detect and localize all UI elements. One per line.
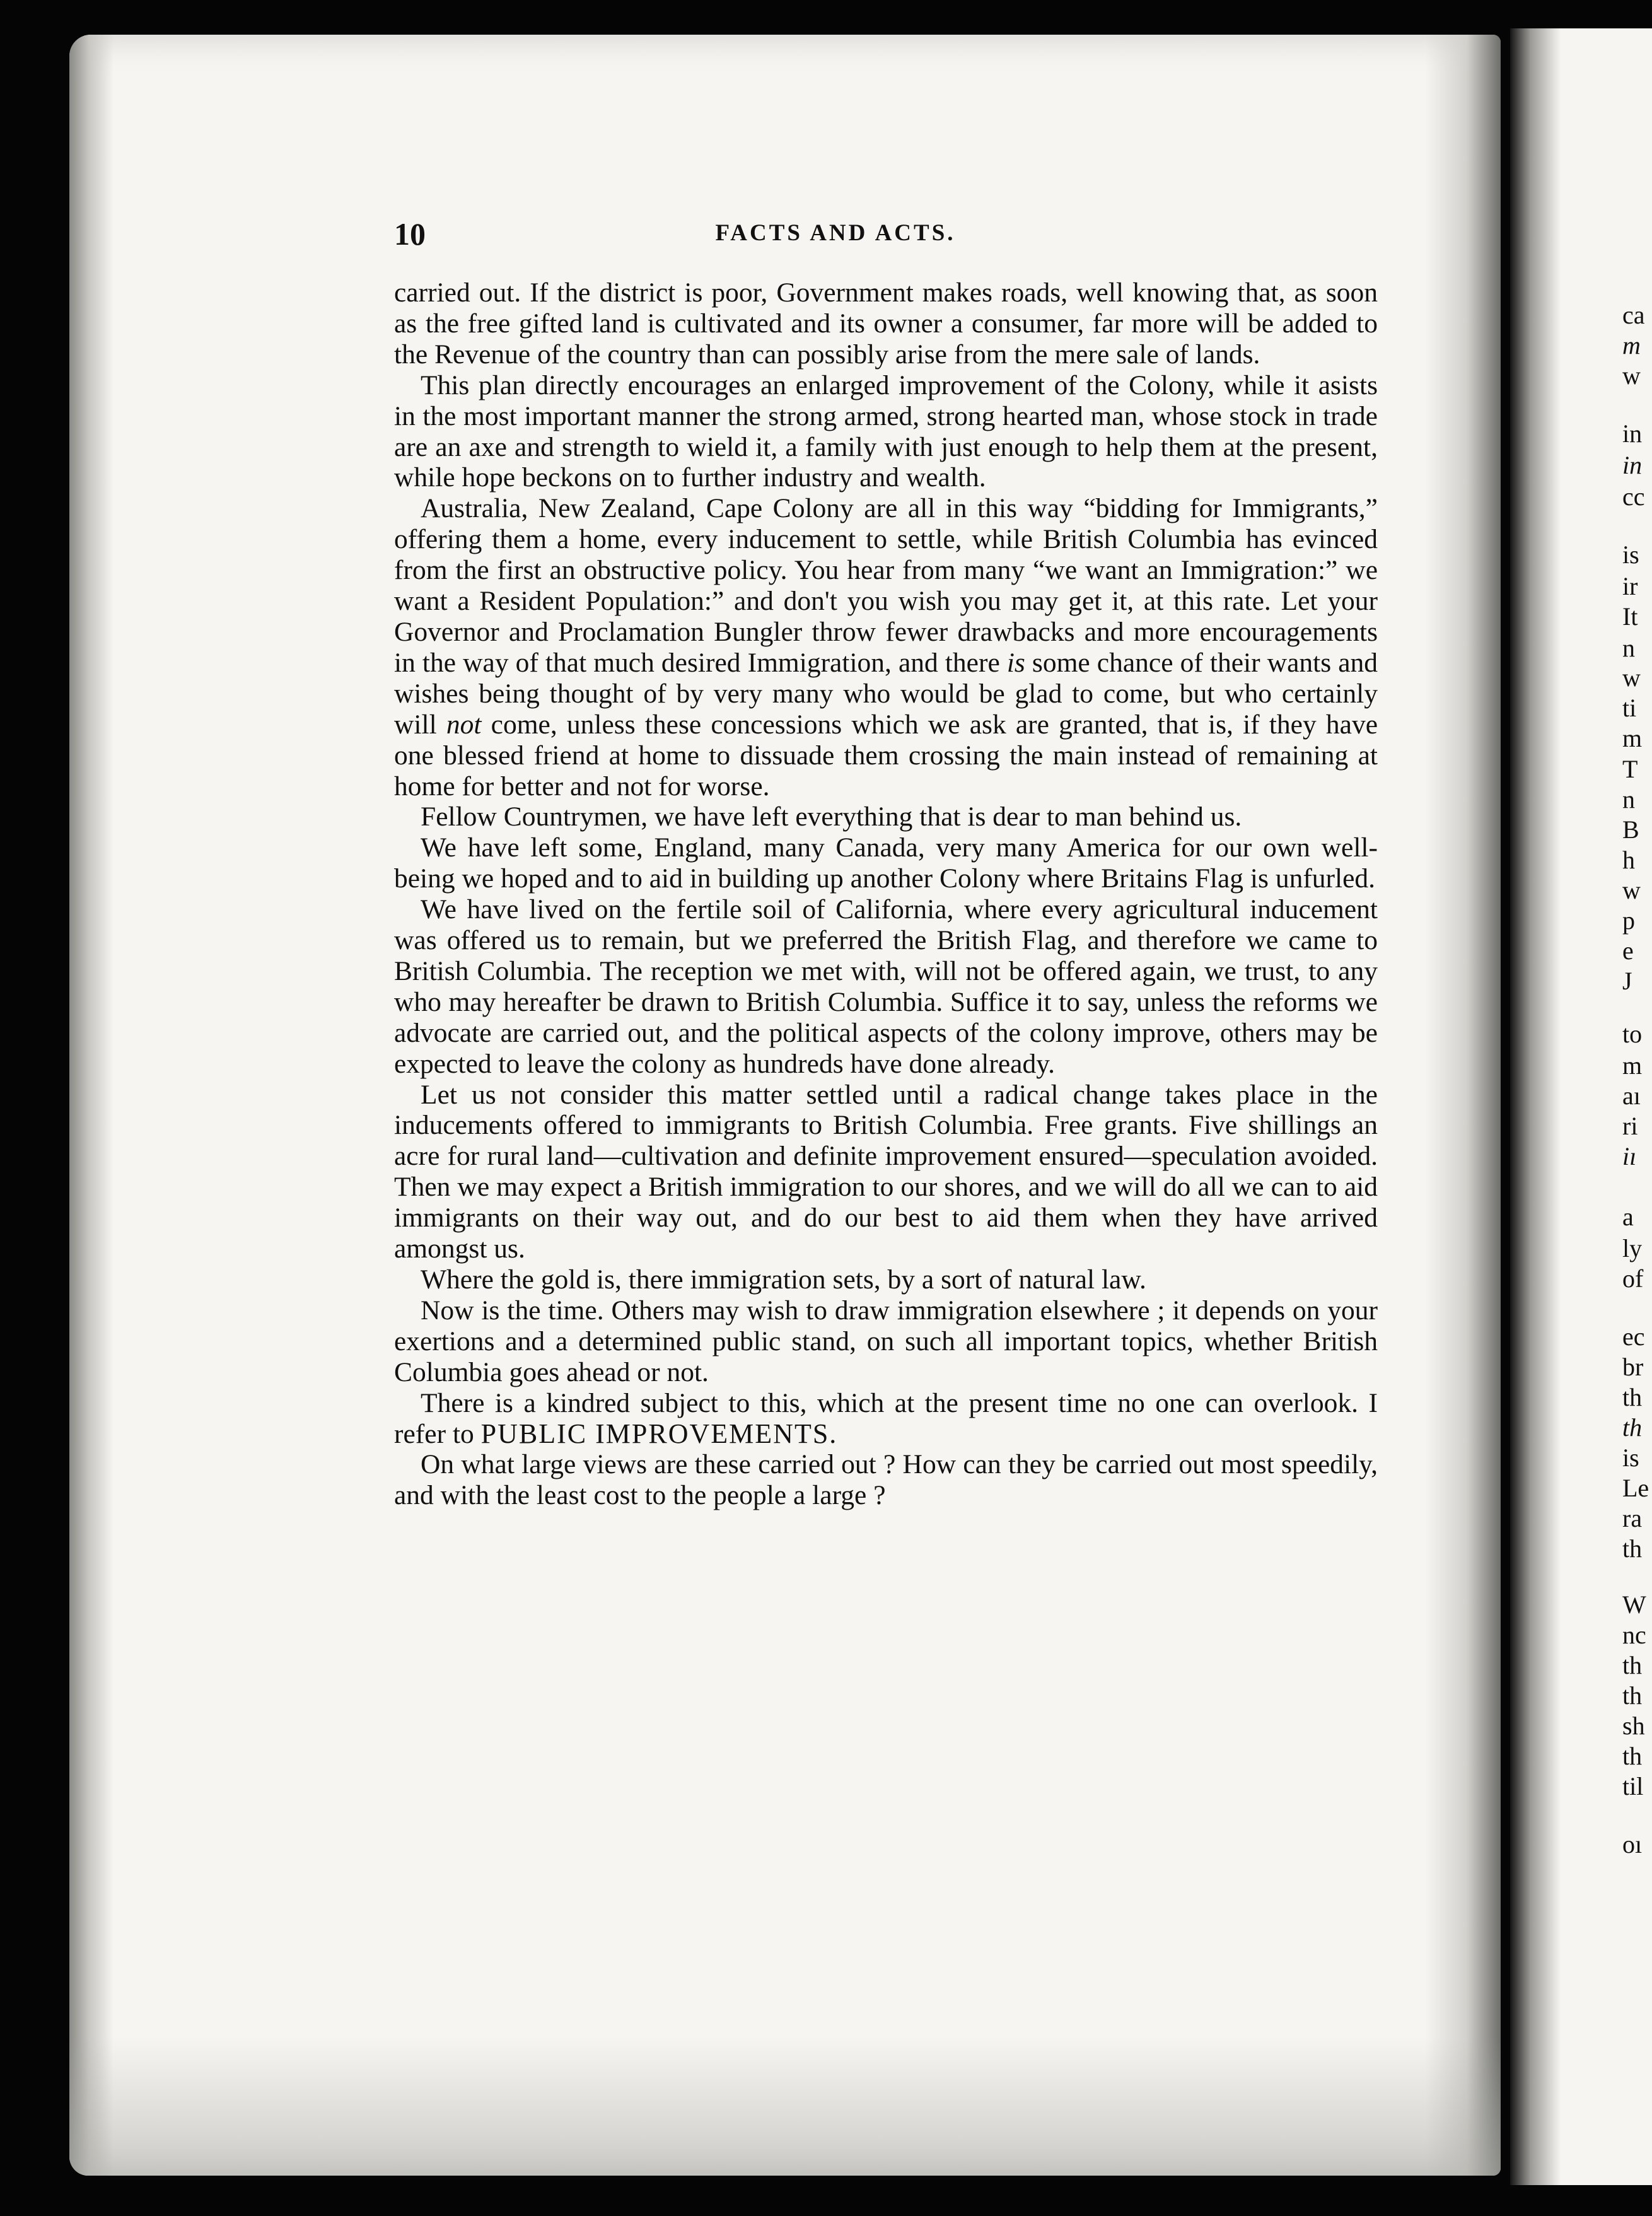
- small-caps-heading: PUBLIC IMPROVEMENTS.: [480, 1418, 838, 1449]
- text-run: some chance of their wants and wishes being thought of by very many who would be glad to come, but who certainly will: [394, 647, 1378, 740]
- facing-page-fragment: iı: [1622, 1142, 1637, 1170]
- facing-page-fragment: cc: [1622, 482, 1645, 511]
- facing-page-fragment: Le: [1622, 1474, 1649, 1502]
- facing-page-fragment: to: [1622, 1020, 1643, 1048]
- running-title: FACTS AND ACTS.: [715, 220, 956, 246]
- text-run: Australia, New Zealand, Cape Colony are all in this way “bidding for Immigrants,” offering them a home, every inducement to settle, while British Columbia has evinced from the first an obstructive policy. You hear from many “we want an Immigration:” we want a Resident Population:” and don't you wish you may get it, at this rate. Let your Governor and Proclamation Bungler throw fewer drawbacks and more encouragements in the way of that much desired Immigration, and there: [394, 493, 1378, 678]
- facing-page-fragment: ri: [1622, 1112, 1638, 1140]
- paragraph: This plan directly encourages an enlarged improvement of the Colony, while it asists in the most important manner the strong armed, strong hearted man, whose stock in trade are an axe and strength to wield it, a family with just enough to help them at the present, while hope beckons on to further industry and wealth.: [394, 370, 1378, 493]
- facing-page-fragment: ly: [1622, 1234, 1643, 1263]
- paragraph: We have lived on the fertile soil of California, where every agricultural inducement was offered us to remain, but we preferred the British Flag, and therefore we came to British Columbia. The reception we met with, will not be offered again, we trust, to any who may hereafter be drawn to British Columbia. Suffice it to say, unless the reforms we advocate are carried out, and the political aspects of the colony improve, others may be expected to leave the colony as hundreds have done already.: [394, 894, 1378, 1079]
- text-run: come, unless these concessions which we ask are granted, that is, if they have one blessed friend at home to dissuade them crossing the main instead of remaining at home for better and not for worse.: [394, 709, 1378, 802]
- facing-page-fragment: th: [1622, 1383, 1643, 1411]
- emphasis: not: [446, 709, 482, 740]
- facing-page-fragment: It: [1622, 602, 1638, 631]
- facing-page-fragment: T: [1622, 755, 1638, 783]
- binding-fold-shadow: [1425, 35, 1501, 2176]
- facing-page-fragment: w: [1622, 663, 1641, 692]
- facing-page-fragment: m: [1622, 331, 1641, 359]
- paragraph: Where the gold is, there immigration sets, by a sort of natural law.: [421, 1264, 1146, 1295]
- facing-page-fragment: aı: [1622, 1082, 1641, 1110]
- page-edge-shadow: [69, 35, 113, 2176]
- facing-page-fragment: br: [1622, 1353, 1644, 1381]
- paragraph: Now is the time. Others may wish to draw immigration elsewhere ; it depends on your exertions and a determined public stand, on such all important topics, whether British Columbia goes ahead or not.: [394, 1295, 1378, 1387]
- facing-page-fragment: ca: [1622, 301, 1645, 329]
- facing-page-fold: [1510, 28, 1561, 2185]
- facing-page-fragment: m: [1622, 724, 1643, 752]
- paragraph: We have left some, England, many Canada, very many America for our own well-being we hoped and to aid in building up another Colony where Britains Flag is unfurled.: [394, 832, 1378, 894]
- facing-page-fragment: ir: [1622, 572, 1638, 600]
- facing-page-fragment: th: [1622, 1534, 1643, 1563]
- facing-page-fragment: nc: [1622, 1621, 1646, 1649]
- facing-page-fragment: of: [1622, 1264, 1644, 1293]
- paragraph: On what large views are these carried out ? How can they be carried out most speedily, and with the least cost to the people a large ?: [394, 1449, 1378, 1511]
- facing-page-fragment: th: [1622, 1413, 1643, 1442]
- page-bottom-shadow: [69, 2037, 1501, 2176]
- facing-page-fragment: in: [1622, 451, 1643, 479]
- page-number: 10: [394, 216, 426, 252]
- facing-page: [1510, 28, 1652, 2185]
- paragraph: carried out. If the district is poor, Government makes roads, well knowing that, as soon as the free gifted land is cultivated and its owner a consumer, far more will be added to the Revenue of the country than can possibly arise from the mere sale of lands.: [394, 277, 1378, 370]
- facing-page-fragment: w: [1622, 876, 1641, 904]
- facing-page-fragment: B: [1622, 815, 1639, 844]
- paragraph: [394, 493, 1378, 802]
- facing-page-fragment: oı: [1622, 1830, 1643, 1858]
- body-text: [394, 277, 1378, 1511]
- facing-page-fragment: J: [1622, 967, 1632, 995]
- facing-page-fragment: m: [1622, 1051, 1643, 1080]
- facing-page-fragment: is: [1622, 1443, 1639, 1472]
- facing-page-fragment: e: [1622, 936, 1634, 965]
- paragraph: Let us not consider this matter settled until a radical change takes place in the inducements offered to immigrants to British Columbia. Free grants. Five shillings an acre for rural land—cultivation and definite improvement ensured—speculation avoided. Then we may expect a British immigration to our shores, and we will do all we can to aid immigrants on their way out, and do our best to aid them when they have arrived amongst us.: [394, 1079, 1378, 1264]
- facing-page-fragment: n: [1622, 634, 1635, 662]
- facing-page-fragment: w: [1622, 361, 1641, 390]
- facing-page-fragment: p: [1622, 906, 1635, 935]
- paragraph: [394, 1388, 1378, 1450]
- facing-page-fragment: th: [1622, 1742, 1643, 1770]
- facing-page-fragment: th: [1622, 1681, 1643, 1710]
- facing-page-fragment: ti: [1622, 694, 1637, 722]
- facing-page-fragment: ra: [1622, 1504, 1643, 1532]
- facing-page-fragment: ec: [1622, 1322, 1645, 1351]
- facing-page-fragment: th: [1622, 1651, 1643, 1679]
- facing-page-fragment: in: [1622, 419, 1643, 448]
- facing-page-fragment: W: [1622, 1590, 1646, 1619]
- facing-page-fragment: sh: [1622, 1712, 1645, 1740]
- text-run: There is a kindred subject to this, which at the present time no one can overlook. I refer to: [394, 1387, 1378, 1449]
- facing-page-fragment: a: [1622, 1203, 1634, 1231]
- facing-page-fragment: h: [1622, 846, 1635, 874]
- emphasis: is: [1006, 647, 1025, 678]
- facing-page-fragment: n: [1622, 785, 1635, 814]
- facing-page-fragment: til: [1622, 1772, 1644, 1800]
- facing-page-fragment: is: [1622, 540, 1639, 569]
- paragraph: Fellow Countrymen, we have left everything that is dear to man behind us.: [421, 802, 1242, 832]
